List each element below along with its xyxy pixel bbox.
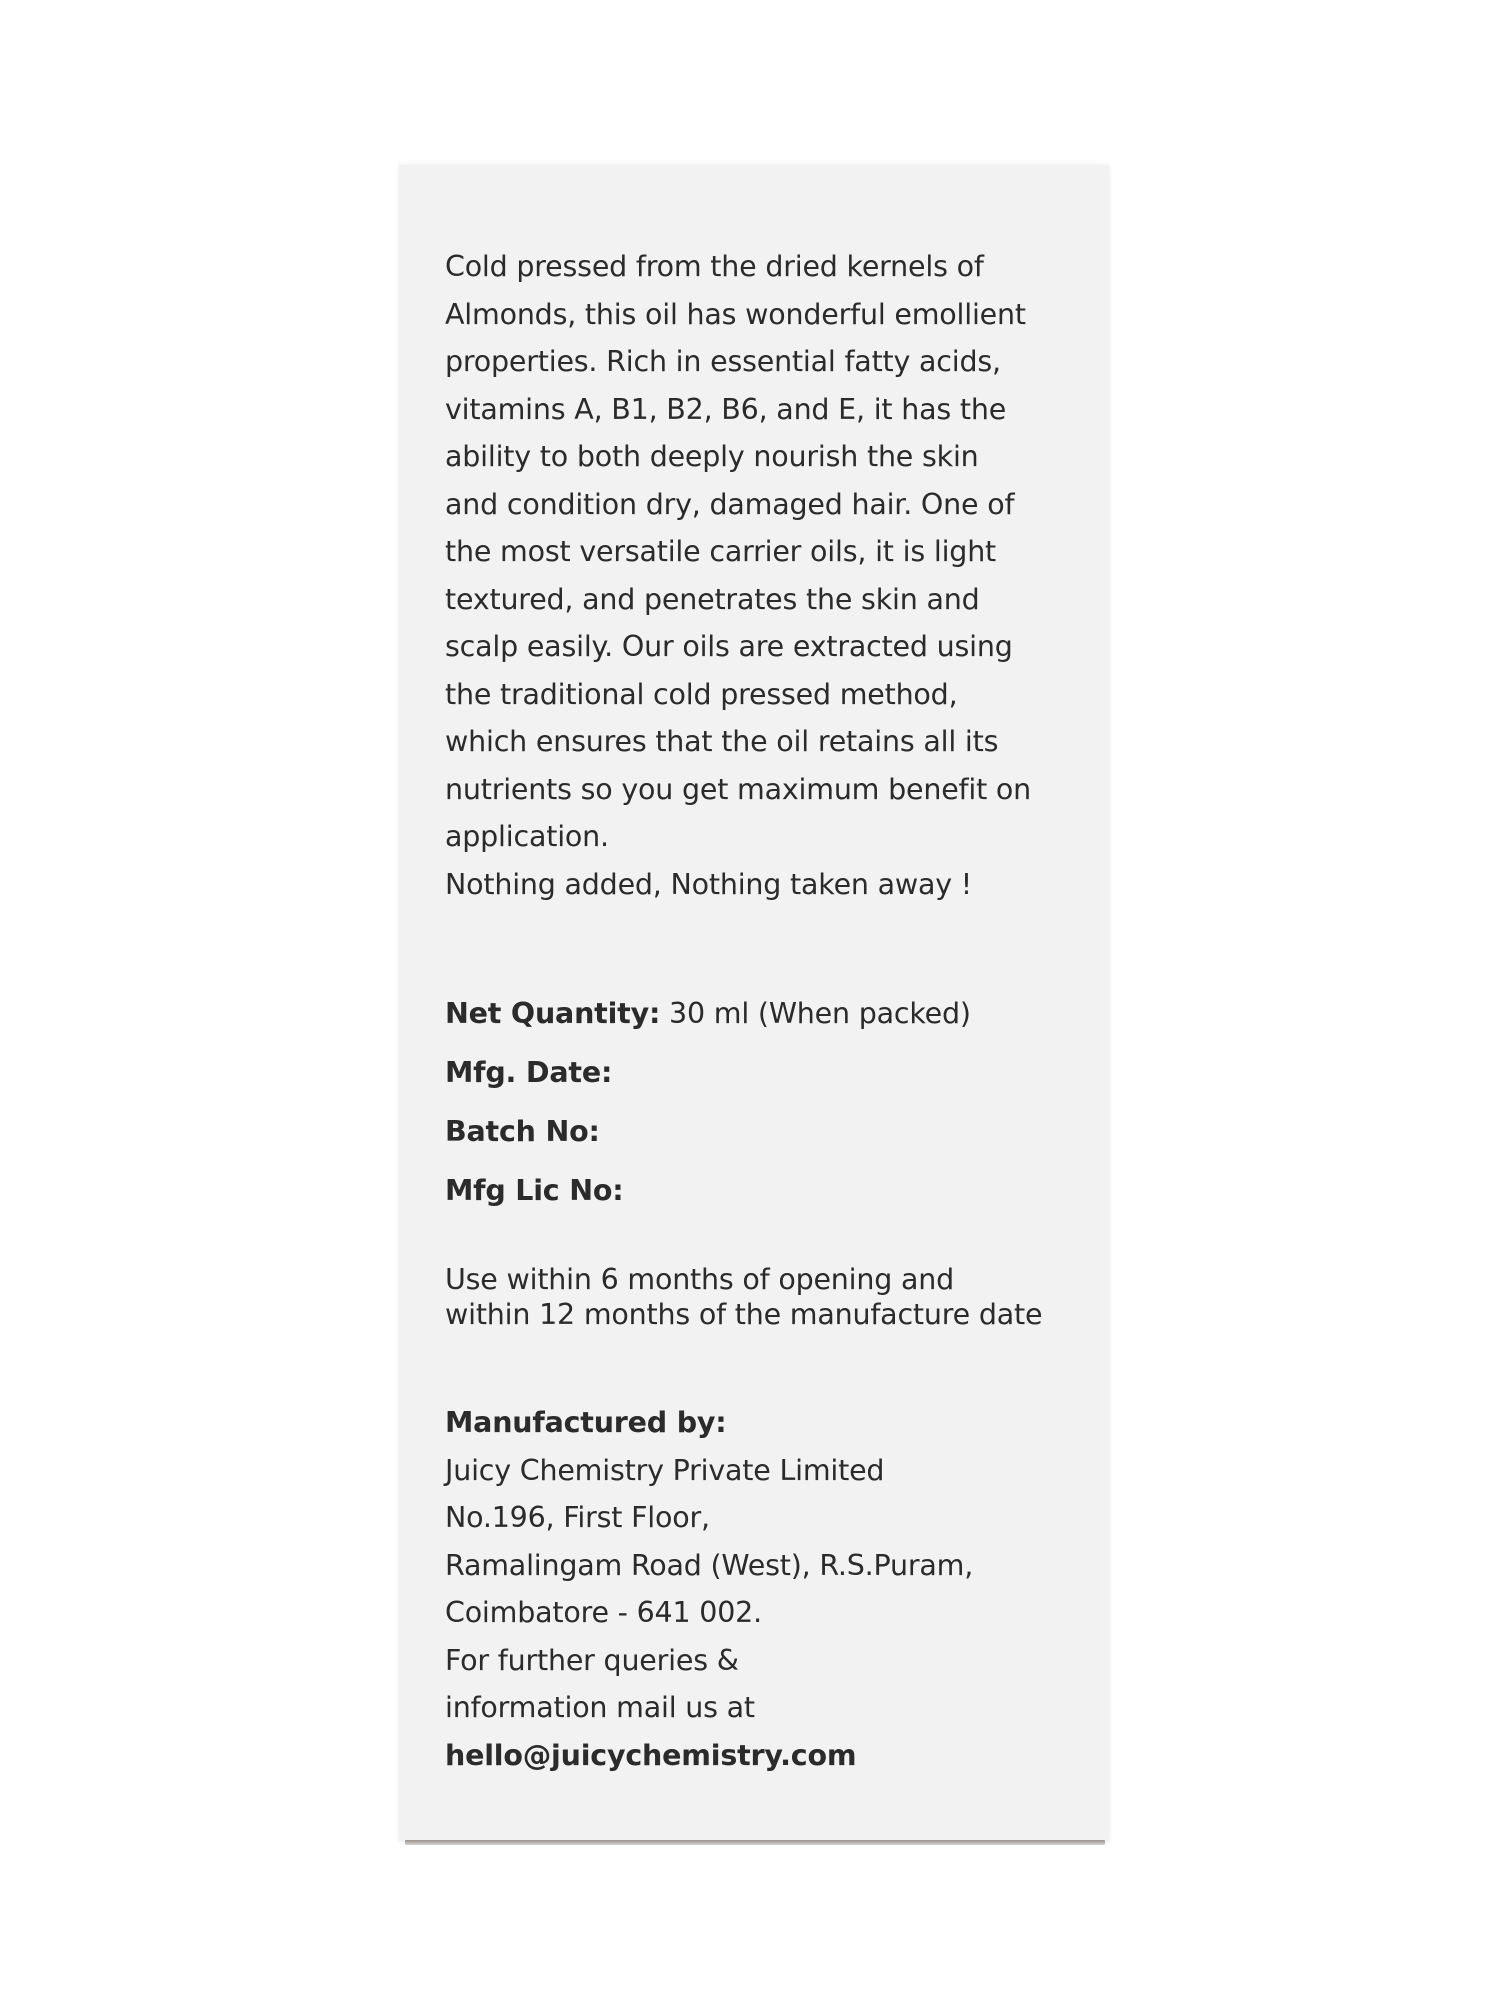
address-line: Juicy Chemistry Private Limited: [445, 1453, 885, 1487]
product-label-panel: [399, 165, 1109, 1842]
manufacturer-heading: Manufactured by:: [445, 1406, 727, 1439]
address-line: For further queries &: [445, 1643, 739, 1677]
description-line: the traditional cold pressed method,: [445, 677, 958, 711]
net-quantity-value: 30 ml (When packed): [660, 997, 971, 1030]
address-line: information mail us at: [445, 1691, 755, 1724]
description-line: the most versatile carrier oils, it is light: [445, 535, 997, 568]
usage-line: Use within 6 months of opening and: [445, 1263, 955, 1296]
usage-line: within 12 months of the manufacture date: [445, 1298, 1043, 1331]
batch-no-row: [445, 1102, 1085, 1161]
spacer: [445, 908, 1085, 984]
net-quantity-label: Net Quantity:: [445, 997, 661, 1030]
description-line: nutrients so you get maximum benefit on: [445, 772, 1032, 806]
usage-note: [445, 1262, 1085, 1332]
description-line: Almonds, this oil has wonderful emollient: [445, 297, 1026, 331]
description-line: and condition dry, damaged hair. One of: [445, 487, 1015, 521]
product-info: [445, 984, 1085, 1220]
address-line: No.196, First Floor,: [445, 1501, 710, 1534]
contact-email: hello@juicychemistry.com: [445, 1738, 857, 1772]
description-line: properties. Rich in essential fatty acids,: [445, 345, 1001, 378]
address-line: Ramalingam Road (West), R.S.Puram,: [445, 1548, 974, 1582]
description-line: ability to both deeply nourish the skin: [445, 440, 979, 473]
description-line: which ensures that the oil retains all its: [445, 725, 999, 758]
address-line: Coimbatore - 641 002.: [445, 1596, 762, 1629]
label-content: [445, 243, 1085, 1779]
box-bottom-edge: [405, 1840, 1105, 1845]
description-line: scalp easily. Our oils are extracted using: [445, 630, 1013, 663]
spacer: [445, 1332, 1085, 1399]
batch-no-label: Batch No:: [445, 1115, 600, 1148]
manufacturer-block: [445, 1399, 1085, 1779]
description-line: application.: [445, 820, 609, 853]
spacer: [445, 1220, 1085, 1262]
description-line: vitamins A, B1, B2, B6, and E, it has the: [445, 392, 1007, 426]
mfg-lic-row: [445, 1161, 1085, 1220]
product-description: [445, 243, 1085, 908]
mfg-date-row: [445, 1043, 1085, 1102]
mfg-lic-label: Mfg Lic No:: [445, 1174, 624, 1207]
tagline: Nothing added, Nothing taken away !: [445, 867, 973, 901]
net-quantity-row: [445, 984, 1085, 1043]
description-line: textured, and penetrates the skin and: [445, 582, 980, 616]
description-line: Cold pressed from the dried kernels of: [445, 250, 984, 283]
mfg-date-label: Mfg. Date:: [445, 1056, 613, 1089]
